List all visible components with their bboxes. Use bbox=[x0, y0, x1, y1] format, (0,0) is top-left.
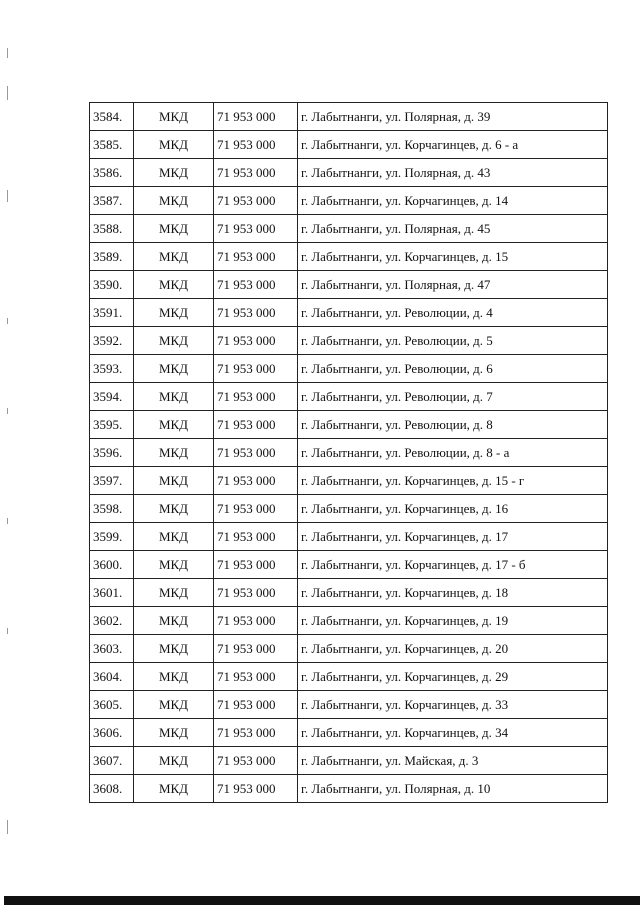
table-row bbox=[90, 663, 608, 691]
table-row bbox=[90, 327, 608, 355]
cell-row-number: 3596. bbox=[90, 439, 134, 467]
cell-object-type: МКД bbox=[134, 607, 214, 635]
cell-object-type: МКД bbox=[134, 159, 214, 187]
cell-row-number: 3600. bbox=[90, 551, 134, 579]
cell-row-number: 3604. bbox=[90, 663, 134, 691]
cell-oktmo-code: 71 953 000 bbox=[214, 215, 298, 243]
table-row bbox=[90, 411, 608, 439]
cell-row-number: 3587. bbox=[90, 187, 134, 215]
cell-oktmo-code: 71 953 000 bbox=[214, 103, 298, 131]
cell-object-type: МКД bbox=[134, 551, 214, 579]
cell-row-number: 3592. bbox=[90, 327, 134, 355]
cell-object-type: МКД bbox=[134, 243, 214, 271]
table-row bbox=[90, 243, 608, 271]
cell-row-number: 3586. bbox=[90, 159, 134, 187]
table-row bbox=[90, 159, 608, 187]
cell-object-type: МКД bbox=[134, 299, 214, 327]
cell-address: г. Лабытнанги, ул. Корчагинцев, д. 17 - б bbox=[298, 551, 608, 579]
cell-row-number: 3598. bbox=[90, 495, 134, 523]
table-row bbox=[90, 523, 608, 551]
scan-artifact bbox=[7, 86, 8, 100]
cell-object-type: МКД bbox=[134, 327, 214, 355]
table-row bbox=[90, 299, 608, 327]
table-row bbox=[90, 439, 608, 467]
cell-object-type: МКД bbox=[134, 187, 214, 215]
cell-row-number: 3601. bbox=[90, 579, 134, 607]
cell-address: г. Лабытнанги, ул. Корчагинцев, д. 6 - а bbox=[298, 131, 608, 159]
cell-oktmo-code: 71 953 000 bbox=[214, 551, 298, 579]
cell-object-type: МКД bbox=[134, 439, 214, 467]
cell-address: г. Лабытнанги, ул. Корчагинцев, д. 15 - г bbox=[298, 467, 608, 495]
table-row bbox=[90, 215, 608, 243]
cell-oktmo-code: 71 953 000 bbox=[214, 607, 298, 635]
cell-oktmo-code: 71 953 000 bbox=[214, 299, 298, 327]
cell-object-type: МКД bbox=[134, 775, 214, 803]
cell-oktmo-code: 71 953 000 bbox=[214, 383, 298, 411]
table-row bbox=[90, 103, 608, 131]
scan-artifact bbox=[7, 518, 8, 524]
cell-row-number: 3590. bbox=[90, 271, 134, 299]
scan-bottom-edge bbox=[4, 896, 640, 905]
cell-oktmo-code: 71 953 000 bbox=[214, 131, 298, 159]
cell-object-type: МКД bbox=[134, 719, 214, 747]
cell-row-number: 3594. bbox=[90, 383, 134, 411]
cell-address: г. Лабытнанги, ул. Корчагинцев, д. 14 bbox=[298, 187, 608, 215]
cell-row-number: 3595. bbox=[90, 411, 134, 439]
cell-address: г. Лабытнанги, ул. Революции, д. 8 - а bbox=[298, 439, 608, 467]
cell-row-number: 3602. bbox=[90, 607, 134, 635]
cell-oktmo-code: 71 953 000 bbox=[214, 691, 298, 719]
cell-address: г. Лабытнанги, ул. Корчагинцев, д. 18 bbox=[298, 579, 608, 607]
scan-artifact bbox=[7, 820, 8, 834]
cell-row-number: 3608. bbox=[90, 775, 134, 803]
cell-object-type: МКД bbox=[134, 523, 214, 551]
cell-address: г. Лабытнанги, ул. Революции, д. 6 bbox=[298, 355, 608, 383]
cell-row-number: 3591. bbox=[90, 299, 134, 327]
cell-oktmo-code: 71 953 000 bbox=[214, 747, 298, 775]
table-row bbox=[90, 691, 608, 719]
scan-artifact bbox=[7, 190, 8, 202]
table-row bbox=[90, 747, 608, 775]
table-row bbox=[90, 607, 608, 635]
cell-row-number: 3603. bbox=[90, 635, 134, 663]
cell-address: г. Лабытнанги, ул. Корчагинцев, д. 33 bbox=[298, 691, 608, 719]
table-row bbox=[90, 187, 608, 215]
cell-address: г. Лабытнанги, ул. Корчагинцев, д. 29 bbox=[298, 663, 608, 691]
cell-oktmo-code: 71 953 000 bbox=[214, 523, 298, 551]
cell-object-type: МКД bbox=[134, 663, 214, 691]
cell-object-type: МКД bbox=[134, 411, 214, 439]
cell-address: г. Лабытнанги, ул. Корчагинцев, д. 34 bbox=[298, 719, 608, 747]
cell-object-type: МКД bbox=[134, 579, 214, 607]
cell-object-type: МКД bbox=[134, 215, 214, 243]
cell-row-number: 3605. bbox=[90, 691, 134, 719]
table-row bbox=[90, 719, 608, 747]
cell-row-number: 3589. bbox=[90, 243, 134, 271]
scan-artifact bbox=[7, 318, 8, 324]
cell-oktmo-code: 71 953 000 bbox=[214, 411, 298, 439]
registry-table bbox=[89, 102, 608, 803]
table-row bbox=[90, 495, 608, 523]
cell-address: г. Лабытнанги, ул. Революции, д. 5 bbox=[298, 327, 608, 355]
table-row bbox=[90, 271, 608, 299]
table-row bbox=[90, 355, 608, 383]
table-row bbox=[90, 775, 608, 803]
cell-address: г. Лабытнанги, ул. Корчагинцев, д. 20 bbox=[298, 635, 608, 663]
table-row bbox=[90, 579, 608, 607]
cell-oktmo-code: 71 953 000 bbox=[214, 775, 298, 803]
cell-address: г. Лабытнанги, ул. Корчагинцев, д. 15 bbox=[298, 243, 608, 271]
cell-object-type: МКД bbox=[134, 103, 214, 131]
cell-object-type: МКД bbox=[134, 271, 214, 299]
table-row bbox=[90, 131, 608, 159]
cell-address: г. Лабытнанги, ул. Полярная, д. 39 bbox=[298, 103, 608, 131]
cell-oktmo-code: 71 953 000 bbox=[214, 271, 298, 299]
cell-address: г. Лабытнанги, ул. Корчагинцев, д. 16 bbox=[298, 495, 608, 523]
cell-object-type: МКД bbox=[134, 355, 214, 383]
cell-oktmo-code: 71 953 000 bbox=[214, 579, 298, 607]
cell-address: г. Лабытнанги, ул. Революции, д. 4 bbox=[298, 299, 608, 327]
cell-oktmo-code: 71 953 000 bbox=[214, 243, 298, 271]
cell-address: г. Лабытнанги, ул. Майская, д. 3 bbox=[298, 747, 608, 775]
cell-address: г. Лабытнанги, ул. Полярная, д. 10 bbox=[298, 775, 608, 803]
cell-oktmo-code: 71 953 000 bbox=[214, 327, 298, 355]
cell-oktmo-code: 71 953 000 bbox=[214, 159, 298, 187]
cell-row-number: 3599. bbox=[90, 523, 134, 551]
table-row bbox=[90, 635, 608, 663]
scan-artifact bbox=[7, 48, 8, 58]
cell-object-type: МКД bbox=[134, 495, 214, 523]
registry-table-body bbox=[90, 103, 608, 803]
cell-oktmo-code: 71 953 000 bbox=[214, 355, 298, 383]
cell-object-type: МКД bbox=[134, 467, 214, 495]
cell-object-type: МКД bbox=[134, 131, 214, 159]
cell-address: г. Лабытнанги, ул. Корчагинцев, д. 17 bbox=[298, 523, 608, 551]
cell-oktmo-code: 71 953 000 bbox=[214, 495, 298, 523]
cell-oktmo-code: 71 953 000 bbox=[214, 635, 298, 663]
scan-artifact bbox=[7, 408, 8, 414]
cell-address: г. Лабытнанги, ул. Полярная, д. 47 bbox=[298, 271, 608, 299]
cell-row-number: 3588. bbox=[90, 215, 134, 243]
cell-oktmo-code: 71 953 000 bbox=[214, 719, 298, 747]
cell-row-number: 3584. bbox=[90, 103, 134, 131]
table-row bbox=[90, 383, 608, 411]
cell-address: г. Лабытнанги, ул. Полярная, д. 45 bbox=[298, 215, 608, 243]
cell-object-type: МКД bbox=[134, 635, 214, 663]
cell-row-number: 3606. bbox=[90, 719, 134, 747]
cell-address: г. Лабытнанги, ул. Полярная, д. 43 bbox=[298, 159, 608, 187]
cell-oktmo-code: 71 953 000 bbox=[214, 663, 298, 691]
cell-oktmo-code: 71 953 000 bbox=[214, 439, 298, 467]
cell-object-type: МКД bbox=[134, 691, 214, 719]
cell-address: г. Лабытнанги, ул. Революции, д. 7 bbox=[298, 383, 608, 411]
cell-address: г. Лабытнанги, ул. Революции, д. 8 bbox=[298, 411, 608, 439]
table-row bbox=[90, 551, 608, 579]
cell-address: г. Лабытнанги, ул. Корчагинцев, д. 19 bbox=[298, 607, 608, 635]
cell-object-type: МКД bbox=[134, 747, 214, 775]
cell-row-number: 3585. bbox=[90, 131, 134, 159]
cell-oktmo-code: 71 953 000 bbox=[214, 467, 298, 495]
scan-artifact bbox=[7, 628, 8, 634]
cell-row-number: 3597. bbox=[90, 467, 134, 495]
cell-row-number: 3607. bbox=[90, 747, 134, 775]
cell-object-type: МКД bbox=[134, 383, 214, 411]
table-row bbox=[90, 467, 608, 495]
cell-oktmo-code: 71 953 000 bbox=[214, 187, 298, 215]
cell-row-number: 3593. bbox=[90, 355, 134, 383]
